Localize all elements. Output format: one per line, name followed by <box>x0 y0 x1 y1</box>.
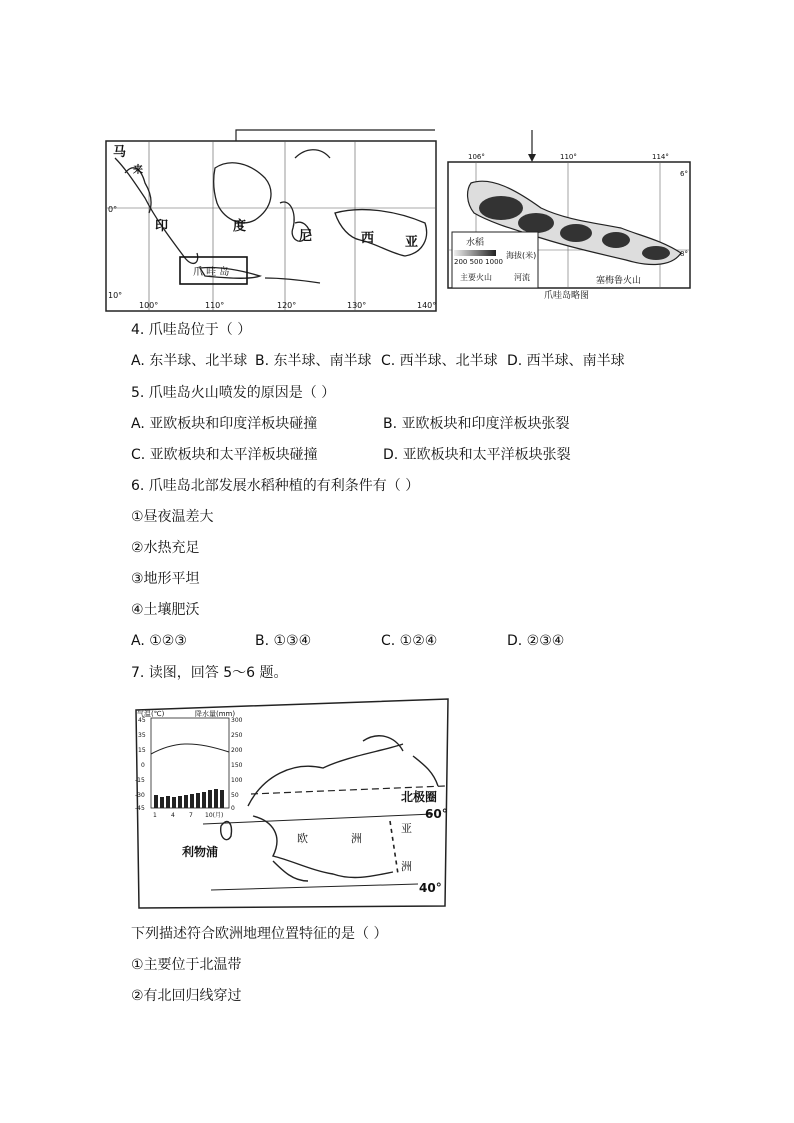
map1-lon-140: 140° <box>417 301 437 310</box>
java-lat-6: 6° <box>680 170 688 178</box>
precip-tick-50: 50 <box>231 792 239 799</box>
map1-lat-10: 10° <box>108 291 123 300</box>
temp-tick-35: 35 <box>138 732 146 739</box>
q6-item-1: ①昼夜温差大 <box>131 509 214 525</box>
temp-tick-m30: -30 <box>135 792 145 799</box>
java-map <box>446 128 694 300</box>
map1-label-xi: 西 <box>361 231 375 246</box>
map1-label-ni: 尼 <box>299 229 313 244</box>
q6-option-d[interactable]: D. ②③④ <box>507 633 565 649</box>
map3-arctic-circle: 北极圈 <box>401 790 438 804</box>
java-lon-110: 110° <box>560 153 577 161</box>
map1-label-yin: 印 <box>155 219 169 234</box>
q6-option-c[interactable]: C. ①②④ <box>381 633 438 649</box>
map3-lat-60: 60° <box>425 807 448 821</box>
precip-tick-150: 150 <box>231 762 243 769</box>
map1-lon-100: 100° <box>139 301 159 310</box>
month-1: 1 <box>153 812 157 819</box>
map3-liverpool: 利物浦 <box>182 845 219 859</box>
month-10: 10(月) <box>205 812 224 819</box>
java-legend-elev-unit: 海拔(米) <box>506 251 537 260</box>
map1-java-label: 爪 哇 岛 <box>193 267 230 278</box>
q5-option-d[interactable]: D. 亚欧板块和太平洋板块张裂 <box>383 447 571 463</box>
precip-tick-0: 0 <box>231 805 235 812</box>
q4-option-d[interactable]: D. 西半球、南半球 <box>507 353 625 369</box>
java-semeru-label: 塞梅鲁火山 <box>596 276 642 286</box>
q5-stem: 5. 爪哇岛火山喷发的原因是（ ） <box>131 385 336 401</box>
climate-temp-label: 气温(℃) <box>137 710 165 718</box>
temp-tick-m45: -45 <box>135 805 145 812</box>
java-legend-rice: 水稻 <box>466 238 485 248</box>
month-7: 7 <box>189 812 193 819</box>
q4-option-c[interactable]: C. 西半球、北半球 <box>381 353 498 369</box>
map3-lat-40: 40° <box>419 881 442 895</box>
java-lat-8: 8° <box>680 250 688 258</box>
precip-tick-250: 250 <box>231 732 243 739</box>
q6-option-b[interactable]: B. ①③④ <box>255 633 312 649</box>
q6-item-3: ③地形平坦 <box>131 571 200 587</box>
java-lon-114: 114° <box>652 153 669 161</box>
q6-item-2: ②水热充足 <box>131 540 200 556</box>
temp-tick-15: 15 <box>138 747 146 754</box>
map1-label-ya: 亚 <box>405 235 419 250</box>
precip-tick-200: 200 <box>231 747 243 754</box>
q8-item-2: ②有北回归线穿过 <box>131 988 242 1004</box>
map3-europe-ou: 欧 <box>297 832 308 845</box>
q4-stem: 4. 爪哇岛位于（ ） <box>131 322 252 338</box>
q6-option-a[interactable]: A. ①②③ <box>131 633 187 649</box>
temp-tick-0: 0 <box>141 762 145 769</box>
q4-option-a[interactable]: A. 东半球、北半球 <box>131 353 248 369</box>
temp-tick-45: 45 <box>138 717 146 724</box>
q8-stem: 下列描述符合欧洲地理位置特征的是（ ） <box>131 926 388 942</box>
map3-asia-zhou: 洲 <box>401 860 412 873</box>
map1-lat-0: 0° <box>108 205 118 214</box>
indonesia-map <box>105 128 437 313</box>
java-legend-elev: 200 500 1000 <box>454 258 503 266</box>
map1-lon-110: 110° <box>205 301 225 310</box>
q6-item-4: ④土壤肥沃 <box>131 602 200 618</box>
java-legend-volcano: 主要火山 <box>460 273 492 282</box>
q5-option-b[interactable]: B. 亚欧板块和印度洋板块张裂 <box>383 416 570 432</box>
q5-option-a[interactable]: A. 亚欧板块和印度洋板块碰撞 <box>131 416 318 432</box>
map1-lon-120: 120° <box>277 301 297 310</box>
map3-europe-zhou: 洲 <box>351 832 362 845</box>
precip-tick-300: 300 <box>231 717 243 724</box>
map3-asia-ya: 亚 <box>401 822 412 835</box>
liverpool-climate-chart <box>135 709 243 819</box>
climate-precip-label: 降水量(mm) <box>195 710 236 718</box>
precip-tick-100: 100 <box>231 777 243 784</box>
month-4: 4 <box>171 812 175 819</box>
java-caption: 爪哇岛略图 <box>544 291 590 300</box>
java-legend-river: 河流 <box>514 273 530 282</box>
java-lon-106: 106° <box>468 153 485 161</box>
map1-label-du: 度 <box>233 219 247 234</box>
temp-tick-m15: -15 <box>135 777 145 784</box>
q4-option-b[interactable]: B. 东半球、南半球 <box>255 353 372 369</box>
map1-lon-130: 130° <box>347 301 367 310</box>
q7-stem: 7. 读图，回答 5～6 题。 <box>131 665 288 681</box>
q8-item-1: ①主要位于北温带 <box>131 957 242 973</box>
europe-map <box>133 696 451 910</box>
map1-label-lai: 来 <box>133 165 143 176</box>
map1-label-ma: 马 <box>113 145 127 160</box>
q6-stem: 6. 爪哇岛北部发展水稻种植的有利条件有（ ） <box>131 478 420 494</box>
q5-option-c[interactable]: C. 亚欧板块和太平洋板块碰撞 <box>131 447 318 463</box>
